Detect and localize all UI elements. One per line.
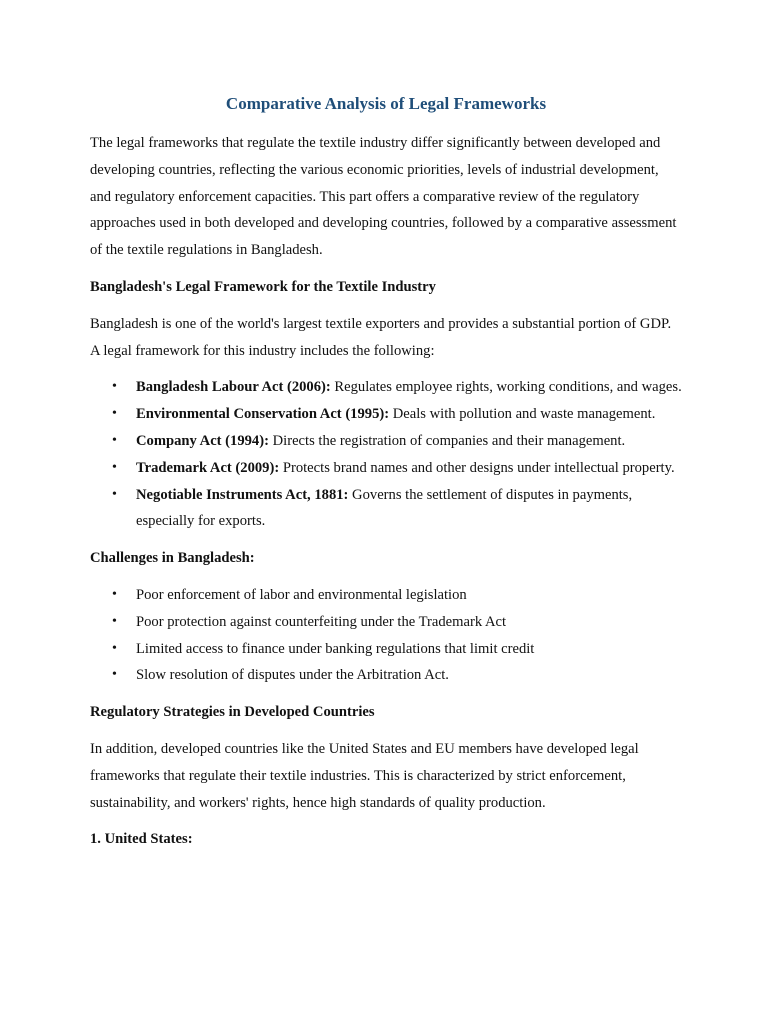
list-item-text: Poor enforcement of labor and environmental legislation (136, 586, 467, 603)
bangladesh-framework-paragraph: Bangladesh is one of the world's largest textile exporters and provides a substantial portion of GDP. A legal framework for this industry includes the following: (90, 315, 672, 359)
bullet-icon: • (112, 406, 117, 422)
section-heading-bangladesh-framework: Bangladesh's Legal Framework for the Textile Industry (90, 278, 436, 295)
bullet-icon: • (112, 640, 117, 656)
section-heading-challenges: Challenges in Bangladesh: (90, 550, 255, 567)
intro-paragraph: The legal frameworks that regulate the textile industry differ significantly between developed and developing countries, reflecting the various economic priorities, levels of industrial development, and regulatory enforcement capacities. This part offers a comparative review of the regulatory approaches used in both developed and developing countries, followed by a comparative assessment of the textile regulations in Bangladesh. (90, 135, 677, 259)
bullet-icon: • (112, 667, 117, 683)
list-item (90, 428, 682, 455)
bullet-icon: • (112, 613, 117, 629)
list-item (90, 374, 682, 401)
bullet-icon: • (112, 432, 117, 448)
list-item (90, 401, 682, 428)
section-heading-developed-countries: Regulatory Strategies in Developed Countries (90, 704, 375, 721)
list-item-term: Negotiable Instruments Act, 1881: (136, 486, 349, 503)
list-item-term: Company Act (1994): (136, 432, 269, 449)
list-item (90, 582, 682, 609)
subheading-united-states: 1. United States: (90, 831, 193, 848)
bullet-icon: • (112, 486, 117, 502)
document-page (90, 92, 682, 853)
list-item-term: Bangladesh Labour Act (2006): (136, 379, 331, 396)
framework-list (90, 374, 682, 535)
list-item (90, 455, 682, 482)
list-item-term: Trademark Act (2009): (136, 459, 280, 476)
list-item-text: Poor protection against counterfeiting under the Trademark Act (136, 613, 507, 630)
list-item (90, 636, 682, 663)
bullet-icon: • (112, 459, 117, 475)
list-item-text: Governs the settlement of disputes in payments, especially for exports. (136, 486, 633, 530)
list-item-text: Directs the registration of companies and their management. (268, 432, 626, 449)
list-item (90, 662, 682, 689)
document-title: Comparative Analysis of Legal Frameworks (225, 94, 547, 113)
list-item-text: Slow resolution of disputes under the Arbitration Act. (136, 667, 449, 684)
challenges-list (90, 582, 682, 689)
list-item (90, 609, 682, 636)
list-item-text: Limited access to finance under banking regulations that limit credit (136, 640, 535, 657)
list-item (90, 482, 682, 536)
list-item-text: Regulates employee rights, working conditions, and wages. (330, 379, 682, 396)
list-item-text: Protects brand names and other designs under intellectual property. (279, 459, 675, 476)
bullet-icon: • (112, 586, 117, 602)
bullet-icon: • (112, 379, 117, 395)
list-item-text: Deals with pollution and waste management. (389, 406, 656, 423)
developed-countries-paragraph: In addition, developed countries like the United States and EU members have developed legal frameworks that regulate their textile industries. This is characterized by strict enforcement, sustainability, and workers' rights, hence high standards of quality production. (90, 740, 639, 811)
list-item-term: Environmental Conservation Act (1995): (136, 406, 390, 423)
